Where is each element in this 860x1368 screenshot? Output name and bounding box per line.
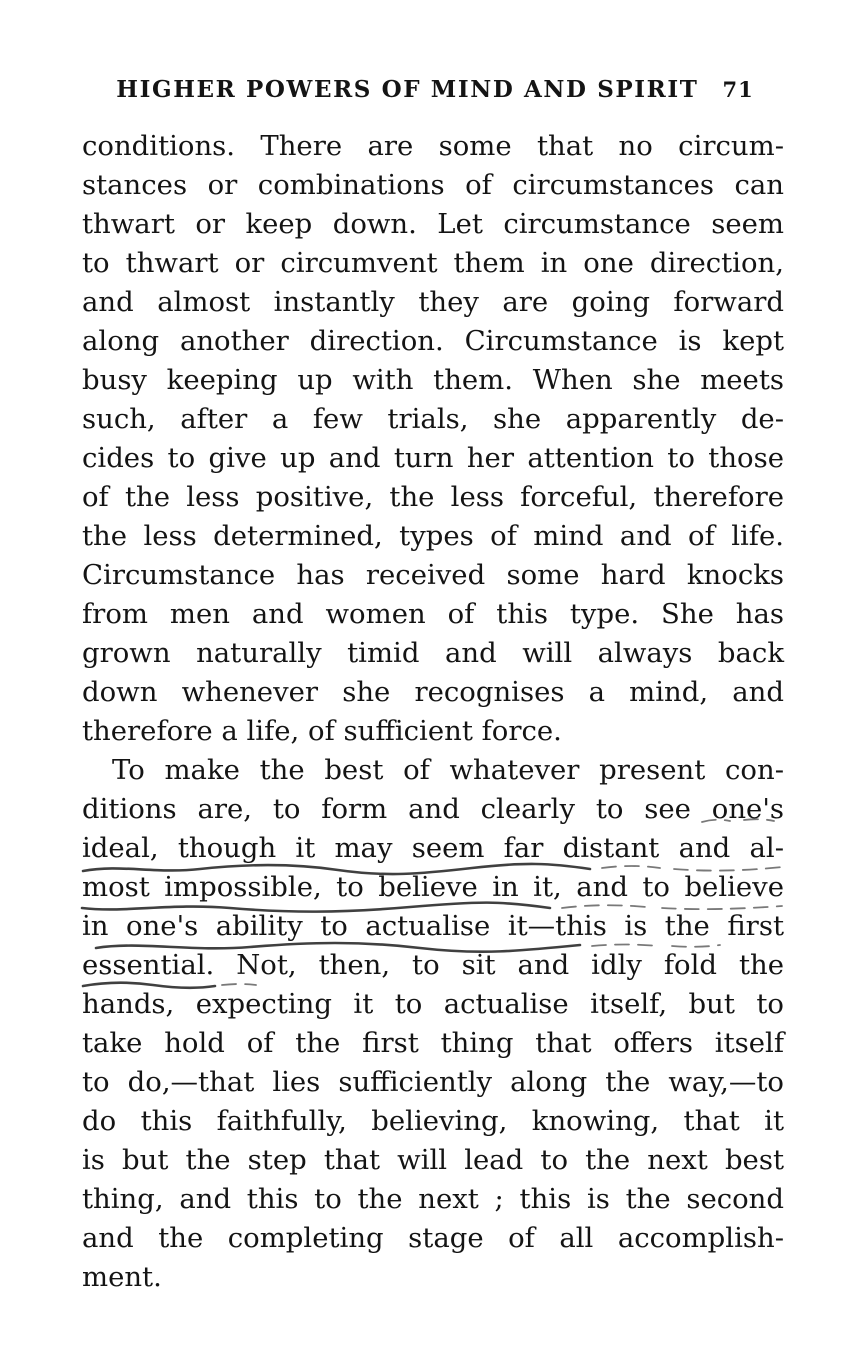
text-line: grown naturally timid and will always back bbox=[82, 637, 784, 669]
text-line: do this faithfully, believing, knowing, that it bbox=[82, 1105, 784, 1137]
text-line-underlined: in one's ability to actualise it—this is the first bbox=[82, 910, 784, 942]
text-line: and almost instantly they are going forward bbox=[82, 286, 784, 318]
text-line: to do,—that lies sufficiently along the way,—to bbox=[82, 1066, 784, 1098]
text-line: and the completing stage of all accomplish- bbox=[82, 1222, 784, 1254]
text-line: cides to give up and turn her attention to those bbox=[82, 442, 784, 474]
text-line: down whenever she recognises a mind, and bbox=[82, 676, 784, 708]
running-title: HIGHER POWERS OF MIND AND SPIRIT bbox=[116, 76, 699, 103]
text-line-paragraph-start: To make the best of whatever present con- bbox=[112, 754, 784, 786]
page-number: 71 bbox=[722, 77, 754, 102]
text-line: of the less positive, the less forceful, therefore bbox=[82, 481, 784, 513]
text-line: thing, and this to the next ; this is the second bbox=[82, 1183, 784, 1215]
page-header bbox=[82, 76, 788, 106]
text-line: along another direction. Circumstance is kept bbox=[82, 325, 784, 357]
text-line-paragraph-end: therefore a life, of sufficient force. bbox=[82, 715, 562, 747]
text-line: stances or combinations of circumstances can bbox=[82, 169, 784, 201]
page-body bbox=[82, 127, 784, 1297]
text-line-underlined: essential. Not, then, to sit and idly fold the bbox=[82, 949, 784, 981]
text-line: the less determined, types of mind and of life. bbox=[82, 520, 784, 552]
text-line: hands, expecting it to actualise itself, but to bbox=[82, 988, 784, 1020]
text-line-paragraph-end: ment. bbox=[82, 1261, 162, 1293]
text-line: from men and women of this type. She has bbox=[82, 598, 784, 630]
text-line: Circumstance has received some hard knocks bbox=[82, 559, 784, 591]
text-line-underlined: most impossible, to believe in it, and to believe bbox=[82, 871, 784, 903]
text-line: ditions are, to form and clearly to see one's bbox=[82, 793, 784, 825]
text-line: busy keeping up with them. When she meets bbox=[82, 364, 784, 396]
text-line: take hold of the first thing that offers itself bbox=[82, 1027, 784, 1059]
text-line: is but the step that will lead to the next best bbox=[82, 1144, 784, 1176]
text-line-underlined: ideal, though it may seem far distant and al- bbox=[82, 832, 784, 864]
text-line: such, after a few trials, she apparently de- bbox=[82, 403, 784, 435]
text-line: to thwart or circumvent them in one direction, bbox=[82, 247, 784, 279]
text-line: conditions. There are some that no circum- bbox=[82, 130, 784, 162]
text-line: thwart or keep down. Let circumstance seem bbox=[82, 208, 784, 240]
